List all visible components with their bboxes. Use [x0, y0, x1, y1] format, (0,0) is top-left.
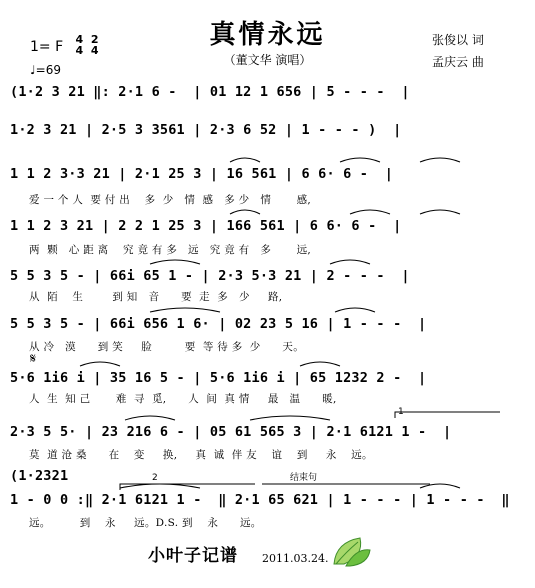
performer-subtitle: （董文华 演唱） [223, 53, 312, 67]
music-line-6: 5 5 3 5 - | 66i 656 1 6· | 02 23 5 16 | 1 - - - | [10, 316, 427, 332]
music-line-8: 2·3 5 5· | 23 216 6 - | 05 61 565 3 | 2·1 6121 1 - | [10, 424, 452, 440]
ending-phrase-label: 结束句 [290, 473, 318, 483]
lyric-line-4: 从 冷 漠 到 笑 脸 要 等 待 多 少 天。 [29, 341, 304, 353]
segno-sign: 𝄋 [30, 351, 37, 367]
lyric-line-7: 远。 到 永 远。D.S. 到 永 远。 [29, 517, 262, 529]
lyric-line-2: 两 颗 心 距 离 究 竟 有 多 远 究 竟 有 多 远, [29, 244, 312, 256]
lyric-line-6: 莫 道 沧 桑 在 变 换, 真 诚 伴 友 谊 到 永 远。 [29, 449, 373, 461]
transcriber-signature: 小叶子记谱 [148, 546, 238, 566]
leaf-icon [330, 534, 372, 570]
song-title: 真情永远 [209, 20, 326, 50]
lyric-line-1: 爱 一 个 人 要 付 出 多 少 情 感 多 少 情 感, [29, 194, 312, 206]
music-line-5: 5 5 3 5 - | 66i 65 1 - | 2·3 5·3 21 | 2 - - - | [10, 268, 410, 284]
music-line-4: 1 1 2 3 21 | 2 2 1 25 3 | 166 561 | 6 6· 6 - | [10, 218, 402, 234]
tempo-marking: ♩=69 [30, 63, 61, 77]
lyricist-credit: 张俊以 词 [432, 33, 484, 47]
second-ending-number: 2 [152, 473, 158, 483]
key-signature: 1= F [30, 39, 64, 55]
time-signature-main: 4 2 4 4 [75, 33, 99, 57]
transcription-date: 2011.03.24. [262, 552, 329, 565]
music-line-7: 5·6 1i6 i | 35 16 5 - | 5·6 1i6 i | 65 1232 2 - | [10, 370, 427, 386]
first-ending-number: 1 [398, 407, 404, 417]
music-line-9: 1 - 0 0 :‖ 2·1 6121 1 - ‖ 2·1 65 621 | 1 - - - | 1 - - - ‖ [10, 492, 510, 508]
music-line-3: 1 1 2 3·3 21 | 2·1 25 3 | 16 561 | 6 6· 6 - | [10, 166, 394, 182]
coda-pickup: (1·2321 [10, 468, 69, 484]
music-line-2: 1·2 3 21 | 2·5 3 3561 | 2·3 6 52 | 1 - - - ) | [10, 122, 402, 138]
lyric-line-3: 从 陌 生 到 知 音 要 走 多 少 路, [29, 291, 283, 303]
music-line-1: (1·2 3 21 ‖: 2·1 6 - | 01 12 1 656 | 5 - - - | [10, 84, 410, 100]
composer-credit: 孟庆云 曲 [432, 55, 484, 69]
lyric-line-5: 人 生 知 己 难 寻 觅, 人 间 真 情 最 温 暖, [29, 393, 337, 405]
